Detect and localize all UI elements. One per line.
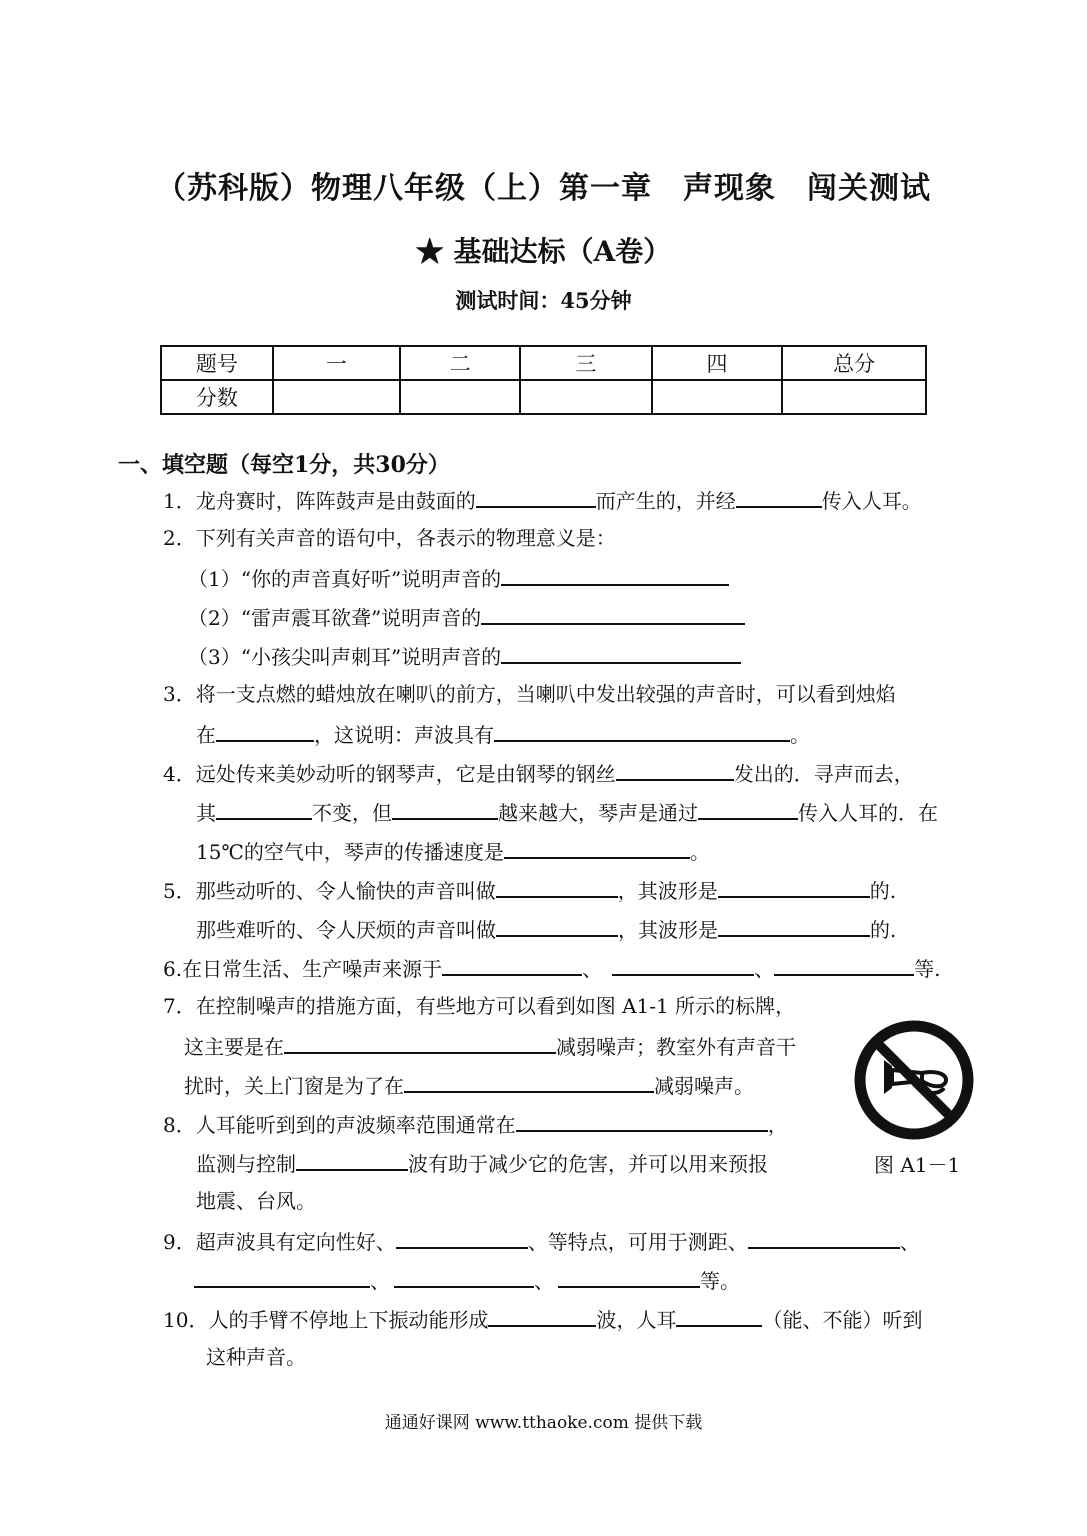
question-text: 1．龙舟赛时，阵阵鼓声是由鼓面的 [163,489,476,513]
question-3: 3．将一支点燃的蜡烛放在喇叭的前方，当喇叭中发出较强的声音时，可以看到烛焰 [163,682,896,706]
table-cell: 四 [652,346,783,380]
question-text: 。 [790,723,810,747]
answer-blank[interactable] [698,798,798,820]
question-text: ，其波形是 [617,879,718,903]
question-text: 减弱噪声；教室外有声音干 [556,1035,796,1059]
question-10 [163,1305,922,1333]
question-2: 2．下列有关声音的语句中，各表示的物理意义是： [163,526,616,550]
score-table [160,345,927,415]
question-text: 、 [534,1269,554,1293]
answer-blank[interactable] [736,486,822,508]
question-text: 8．人耳能听到到的声波频率范围通常在 [163,1113,516,1137]
question-text: （1）“你的声音真好听”说明声音的 [188,567,502,591]
answer-blank[interactable] [612,954,754,976]
answer-blank[interactable] [718,876,870,898]
question-text: 10．人的手臂不停地上下振动能形成 [163,1308,489,1332]
table-cell: 一 [273,346,401,380]
question-text: 4．远处传来美妙动听的钢琴声，它是由钢琴的钢丝 [163,762,616,786]
question-text: 那些难听的、令人厌烦的声音叫做 [196,918,496,942]
answer-blank[interactable] [516,1110,768,1132]
answer-blank[interactable] [676,1305,762,1327]
question-text: 而产生的，并经 [595,489,736,513]
question-6 [163,954,940,982]
question-text: 等。 [700,1269,740,1293]
score-input-cell[interactable] [400,380,520,414]
answer-blank[interactable] [394,1266,534,1288]
answer-blank[interactable] [296,1149,408,1171]
answer-blank[interactable] [488,1305,596,1327]
question-text: 不变，但 [312,801,392,825]
question-text: 等. [914,957,941,981]
question-7-cont2 [184,1071,754,1099]
footer-text: 通通好课网 www.tthaoke.com 提供下载 [384,1413,703,1433]
question-text: 9．超声波具有定向性好、 [163,1230,396,1254]
answer-blank[interactable] [558,1266,700,1288]
answer-blank[interactable] [481,603,745,625]
answer-blank[interactable] [718,915,870,937]
answer-blank[interactable] [396,1227,528,1249]
answer-blank[interactable] [748,1227,900,1249]
answer-blank[interactable] [501,564,729,586]
answer-blank[interactable] [284,1032,556,1054]
page-subtitle: ★ 基础达标（A卷） [415,235,672,268]
question-text: （能、不能）听到 [762,1308,923,1332]
test-time: 测试时间：45分钟 [455,288,632,313]
question-7: 7．在控制噪声的措施方面，有些地方可以看到如图 A1-1 所示的标牌， [163,994,796,1018]
question-text: 传入人耳。 [821,489,922,513]
question-text: 这主要是在 [184,1035,284,1059]
table-cell: 三 [520,346,652,380]
question-4 [163,759,914,787]
question-text: 传入人耳的．在 [798,801,938,825]
answer-blank[interactable] [216,720,314,742]
question-text: 的. [869,879,897,903]
question-text: 、 [899,1230,920,1254]
question-text: （3）“小孩尖叫声刺耳”说明声音的 [188,645,502,669]
answer-blank[interactable] [392,798,498,820]
question-8-cont [196,1149,768,1177]
answer-blank[interactable] [442,954,582,976]
question-text: 、 [582,957,603,981]
question-8 [163,1110,788,1138]
answer-blank[interactable] [616,759,734,781]
table-row [161,346,926,380]
question-text: 、 [370,1269,390,1293]
question-text: ，其波形是 [618,918,718,942]
answer-blank[interactable] [504,837,690,859]
question-9 [163,1227,920,1255]
score-input-cell[interactable] [273,380,401,414]
answer-blank[interactable] [496,876,618,898]
question-text: ，这说明：声波具有 [314,723,494,747]
question-text: 6.在日常生活、生产噪声来源于 [163,957,443,981]
score-input-cell[interactable] [520,380,652,414]
question-text: 。 [689,840,710,864]
question-9-cont [194,1266,740,1294]
page-title: （苏科版）物理八年级（上）第一章 声现象 闯关测试 [156,171,931,206]
question-5-cont [196,915,896,943]
section-heading: 一、填空题（每空1分，共30分） [118,452,450,478]
question-text: 扰时，关上门窗是为了在 [184,1074,404,1098]
table-row [161,380,926,414]
answer-blank[interactable] [501,642,741,664]
question-text: 发出的．寻声而去， [733,762,914,786]
question-text: ， [767,1113,788,1137]
answer-blank[interactable] [404,1071,654,1093]
question-text: 越来越大，琴声是通过 [498,801,698,825]
question-4-cont2 [196,837,710,865]
table-cell: 题号 [161,346,273,380]
question-2-3 [188,642,741,670]
question-text: 其 [196,801,216,825]
question-text: 15℃的空气中，琴声的传播速度是 [196,840,504,864]
question-text: 监测与控制 [196,1152,296,1176]
table-cell: 二 [400,346,520,380]
question-1 [163,486,922,514]
question-text: 减弱噪声。 [654,1074,754,1098]
question-text: 5．那些动听的、令人愉快的声音叫做 [163,879,496,903]
question-text: 在 [196,723,216,747]
question-7-cont [184,1032,796,1060]
question-text: 波，人耳 [596,1308,677,1332]
answer-blank[interactable] [774,954,914,976]
question-10-cont: 这种声音。 [206,1345,306,1369]
question-2-2 [188,603,745,631]
figure-caption: 图 A1－1 [874,1153,961,1177]
question-5 [163,876,896,904]
question-3-cont [196,720,810,748]
question-text: 的. [870,918,897,942]
answer-blank[interactable] [494,720,790,742]
table-cell: 分数 [161,380,273,414]
question-text: （2）“雷声震耳欲聋”说明声音的 [188,606,482,630]
score-input-cell[interactable] [782,380,926,414]
question-text: 、 [754,957,775,981]
answer-blank[interactable] [194,1266,370,1288]
question-text: 波有助于减少它的危害，并可以用来预报 [408,1152,768,1176]
question-4-cont [196,798,938,826]
answer-blank[interactable] [216,798,312,820]
table-cell: 总分 [782,346,926,380]
answer-blank[interactable] [496,915,618,937]
answer-blank[interactable] [476,486,596,508]
question-8-cont2: 地震、台风。 [196,1189,316,1213]
question-text: 、等特点，可用于测距、 [527,1230,748,1254]
score-input-cell[interactable] [652,380,783,414]
no-horn-sign-icon [852,1018,976,1142]
question-2-1 [188,564,729,592]
